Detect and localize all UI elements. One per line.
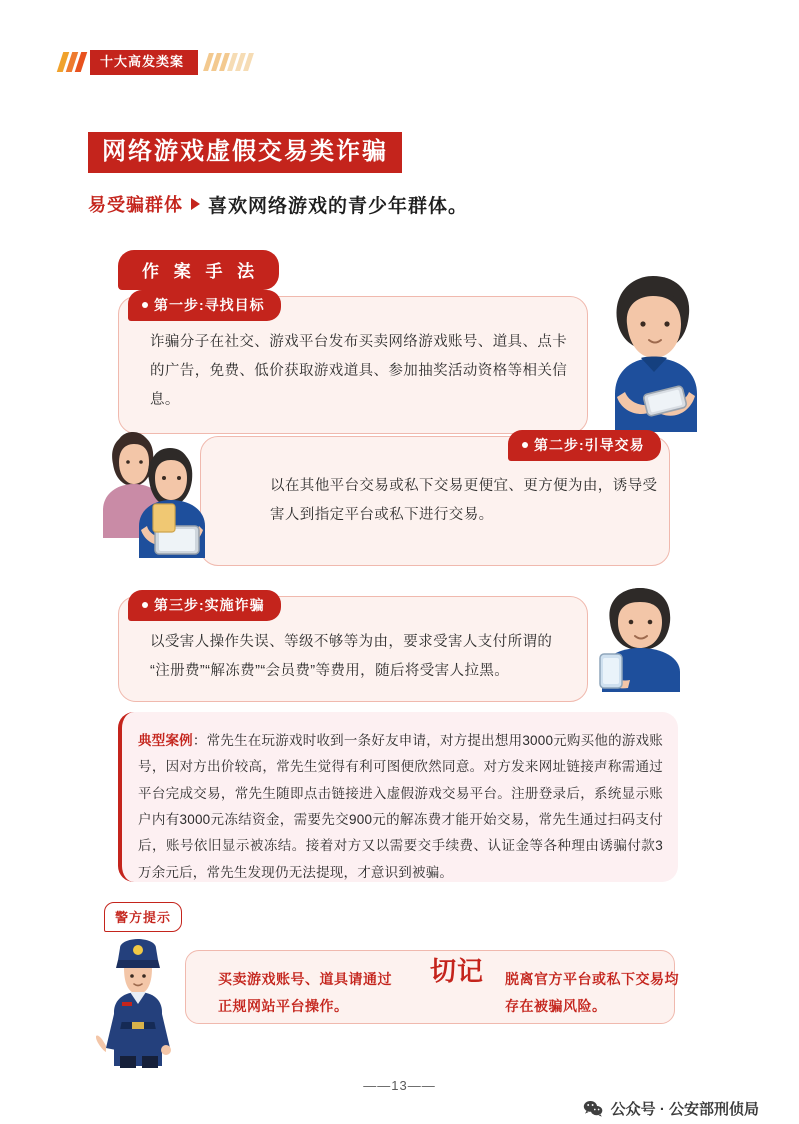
method-badge: 作 案 手 法 (118, 250, 279, 290)
victim-group-label: 易受骗群体 (88, 195, 183, 216)
header-tail-icon (206, 53, 251, 71)
victim-group-row (88, 191, 468, 218)
triangle-icon (191, 198, 200, 210)
step-tag-1 (128, 290, 281, 321)
illustration-policeman (96, 938, 182, 1068)
case-label: 典型案例 (138, 733, 193, 748)
case-body: ：常先生在玩游戏时收到一条好友申请，对方提出想用3000元购买他的游戏账号，因对方出价较高，常先生觉得有利可图便欣然同意。对方发来网址链接声称需通过平台完成交易，常先生随即点击链接进入虚假游戏交易平台。注册登录后，系统显示账户内有3000元冻结资金，需要先交900元的解冻费才能开始交易，常先生通过扫码支付后，账号依旧显示被冻结。接着对方又以需要交手续费、认证金等各种理由诱骗付款3万余元后，常先生发现仍无法提现，才意识到被骗。 (138, 733, 663, 880)
bullet-dot-icon (142, 302, 148, 308)
footer-text: 公众号 · 公安部刑侦局 (610, 1101, 759, 1118)
page-title: 网络游戏虚假交易类诈骗 (88, 132, 402, 173)
victim-group-value: 喜欢网络游戏的青少年群体。 (208, 195, 469, 217)
wechat-icon (583, 1100, 603, 1117)
police-tip-badge: 警方提示 (104, 902, 182, 932)
step-text-1: 诈骗分子在社交、游戏平台发布买卖网络游戏账号、道具、点卡的广告，免费、低价获取游戏道具、参加抽奖活动资格等相关信息。 (150, 334, 568, 408)
step-tag-3-label: 第三步:实施诈骗 (154, 597, 265, 613)
step-tag-2 (508, 430, 661, 461)
case-text (138, 728, 663, 886)
title-block (88, 132, 468, 218)
step-tag-1-label: 第一步:寻找目标 (154, 297, 265, 313)
step-text-3: 以受害人操作失误、等级不够等为由，要求受害人支付所谓的“注册费”“解冻费”“会员费”等费用，随后将受害人拉黑。 (150, 634, 553, 679)
illustration-boy-phone (555, 262, 735, 437)
bullet-dot-icon (522, 442, 528, 448)
police-tip-right-text: 脱离官方平台或私下交易均存在被骗风险。 (505, 971, 679, 1014)
step-tag-3 (128, 590, 281, 621)
bullet-dot-icon (142, 602, 148, 608)
page-number: ——13—— (363, 1078, 436, 1093)
section-header (60, 50, 251, 75)
step-tag-2-label: 第二步:引导交易 (534, 437, 645, 453)
footer (583, 1098, 759, 1119)
header-label: 十大高发类案 (90, 50, 198, 75)
police-tip-left-text: 买卖游戏账号、道具请通过正规网站平台操作。 (218, 971, 392, 1014)
step-text-2: 以在其他平台交易或私下交易更便宜、更方便为由，诱导受害人到指定平台或私下进行交易。 (270, 478, 658, 523)
illustration-two-people-tablet (95, 418, 235, 558)
header-bars-icon (60, 52, 84, 72)
illustration-man-phone (548, 582, 718, 692)
police-tip-middle-text: 切记 (430, 957, 485, 987)
